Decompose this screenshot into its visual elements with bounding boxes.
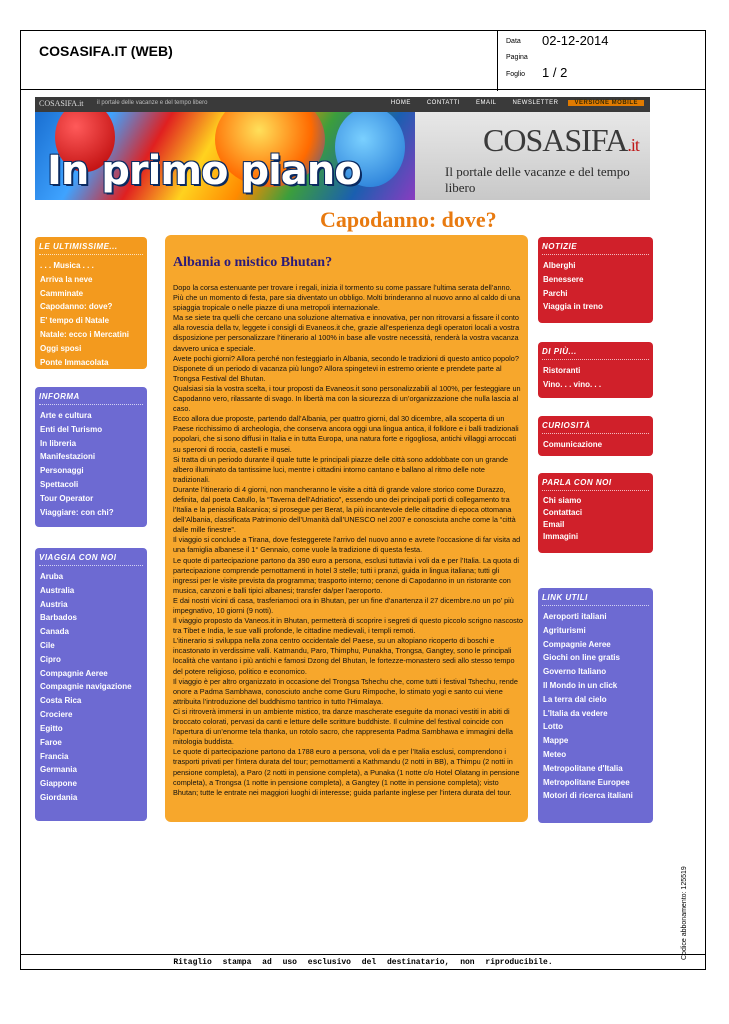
nav-email[interactable]: EMAIL (475, 100, 497, 106)
list-item[interactable]: Giordania (40, 792, 78, 802)
logo-suffix: .it (627, 135, 639, 155)
ultimissime-list (35, 255, 147, 373)
list-item[interactable]: Mappe (543, 736, 569, 746)
box-title: INFORMA (39, 387, 143, 405)
box-informa (35, 387, 147, 527)
list-item[interactable]: Germania (40, 765, 77, 775)
logo-tagline: Il portale delle vacanze e del tempo libero (445, 164, 630, 195)
list-item[interactable]: Compagnie navigazione (40, 682, 132, 692)
list-item[interactable]: Chi siamo (543, 496, 582, 505)
list-item[interactable]: Contattaci (543, 508, 583, 517)
site-banner (35, 112, 650, 200)
box-parla-con-noi (538, 473, 653, 553)
list-item[interactable]: Aeroporti italiani (543, 612, 607, 621)
list-item[interactable]: Viaggia in treno (543, 302, 603, 312)
data-value: 02-12-2014 (542, 33, 609, 48)
article-box (165, 235, 528, 822)
nav-contatti[interactable]: CONTATTI (426, 100, 460, 106)
list-item[interactable]: Alberghi (543, 261, 576, 270)
list-item[interactable]: Australia (40, 585, 75, 595)
list-item[interactable]: Canada (40, 627, 69, 637)
list-item[interactable]: Cile (40, 640, 55, 650)
nav-versione-mobile[interactable]: VERSIONE MOBILE (568, 100, 644, 106)
list-item[interactable]: Metropolitane Europee (543, 777, 630, 787)
box-di-piu (538, 342, 653, 398)
foglio-label: Foglio (506, 71, 526, 78)
list-item[interactable]: Arte e cultura (40, 411, 92, 420)
link-list (538, 606, 653, 805)
list-item[interactable]: Giochi on line gratis (543, 653, 620, 663)
site-tagline: il portale delle vacanze e del tempo libero (97, 100, 208, 106)
list-item[interactable]: . . . Musica . . . (40, 261, 94, 270)
parla-list (538, 491, 653, 547)
list-item[interactable]: Egitto (40, 723, 63, 733)
list-item[interactable]: Arriva la neve (40, 274, 93, 284)
list-item[interactable]: L'Italia da vedere (543, 708, 608, 718)
list-item[interactable]: Giappone (40, 779, 77, 789)
list-item[interactable]: Compagnie Aeree (543, 639, 611, 649)
box-notizie (538, 237, 653, 323)
list-item[interactable]: Capodanno: dove? (40, 302, 113, 312)
box-title: LINK UTILI (542, 588, 649, 606)
list-item[interactable]: Comunicazione (543, 440, 603, 449)
list-item[interactable]: Lotto (543, 722, 563, 732)
list-item[interactable]: Immagini (543, 532, 579, 541)
page-title: Capodanno: dove? (320, 207, 497, 232)
box-title: NOTIZIE (542, 237, 649, 255)
list-item[interactable]: Compagnie Aeree (40, 668, 108, 678)
box-link-utili (538, 588, 653, 823)
list-item[interactable]: Cipro (40, 654, 61, 664)
list-item[interactable]: Email (543, 520, 565, 529)
list-item[interactable]: Tour Operator (40, 493, 94, 503)
clipping-header (20, 30, 706, 90)
list-item[interactable]: Vino. . . vino. . . (543, 379, 602, 389)
site-logo[interactable] (483, 122, 639, 159)
foglio-value: 1 / 2 (542, 65, 568, 80)
article-body: Dopo la corsa estenuante per trovare i regali, inizia il tormento su come passare l’ultima serata dell’anno. Più che un momento di festa, pare sia diventato un obbligo. Molti brinderanno al nuovo anno al caldo di una spiaggia tropicale o nelle piazze di una metropoli internazionale. Ma se siete tra quelli che cercano una soluzione alternativa e innovativa, per non ritrovarsi a fissare il conto alla rovescia della tv, leggete i consigli di Evaneos.it che, grazie all’esperienza degli operatori locali a vostra disposizione per personalizzare l’itinerario al 100% in base alle vostre necessità, renderà la vostra vacanza davvero unica e speciale. Avete pochi giorni? Allora perché non festeggiarlo in Albania, secondo le tradizioni di questo antico popolo? Disponete di un periodo di vacanza più lungo? Allora spingetevi in estremo oriente e prendete parte al Trongsa Festival del Bhutan. Qualsiasi sia la vostra scelta, i tour proposti da Evaneos.it sono personalizzabili al 100%, per festeggiare un Capodanno vero, rilassante di svago. In libertà ma con la sicurezza di un’organizzazione che nulla lascia al caso. Ecco allora due proposte, partendo dall’Albania, per quattro giorni, dal 30 dicembre, alla scoperta di un Paese ricchissimo di archeologia, che conserva ancora oggi una lingua antica, il folklore e i balli tradizionali popolari, che si sono diffusi in Italia e in tutta Europa, una natura forte e rigogliosa, antichi villaggi arroccati su speroni di roccia, castelli e musei. Si tratta di un periodo durante il quale tutte le principali piazze delle città sono addobbate con un grande albero illuminato da tantissime luci, mentre i cittadini intorno cantano e ballano al ritmo delle note tradizionali. Durante l’itinerario di 4 giorni, non mancheranno le visite a città di grande valore storico come Durazzo, definita, dal poeta Catullo, la “Taverna dell’Adriatico”, essendo uno dei principali porti di collegamento tra l’Italia e la penisola Balcanica; si prosegue per Berat, la più incantevole delle cittadine di epoca ottomana dell’Albania, classificata Patrimonio dell’Umanità dall’UNESCO nel 2007 e conosciuta anche come la “città dalle mille finestre”. Il viaggio si conclude a Tirana, dove festeggerete l’arrivo del nuovo anno e avrete l’occasione di far visita ad una famiglia albanese il 1° Gennaio, come vuole la tradizione di questa festa. Le quote di partecipazione partono da 390 euro a persona, esclusi tuttavia i voli da e per l’Italia. La quota di partecipazione comprende pernottamenti in hotel 3 stelle; tutti i pranzi, guida in lingua italiana; tutti gli ingressi per le visite prevista da programma; trasporto interno; cenone di Capodanno in un ristorante con musica, canzoni e balli tipici albanesi; transfer da/per l’aeroporto. E dai nostri vicini di casa, trasferiamoci ora in Bhutan, per un fine d’anartenza il 27 dicembre.no un po’ più impegnativo, 10 giorni (9 notti). Il viaggio proposto da Vaneos.it in Bhutan, permetterà di scoprire i segreti di questo piccolo scrigno nascosto tra Tibet e India, le sue valli profonde, le cittadine medievali, i templi remoti. L’itinerario si sviluppa nella zona centro occidentale del Paese, su un altopiano ricoperto di boschi e incastonato in verdissime valli. Katmandu, Paro, Thimphu, Punakha, Trongsa, Gangtey, sono le principali località che vantano i più antichi e famosi Dzong del Bhutan, le fortezze-monastero sedi allo stesso tempo del potere religioso, politico e economico. Il viaggio è per altro organizzato in occasione del Trongsa Tshechu che, come tutti i festival Tshechu, rende onore a Padma Sambhawa, conosciuto anche come Guru Rimpoche, lo stimato yogi e santo cui viene attribuita l’introduzione del buddhismo tantrico in tutto l’Himalaya. Ci si ritroverà immersi in un ambiente mistico, tra danze mascherate eseguite da monaci vestiti in abiti di broccato colorati, pervasi da canti e letture delle scritture buddhiste. Il culmine del festival coincide con l’apertura di un’enorme tela thanka, un rotolo sacro, che rappresenta Padma Sambhawa e immagini della mitologia buddista. Le quote di partecipazione partono da 1788 euro a persona, voli da e per l’Italia esclusi, comprendono i trasporti privati per l’intera durata del tour; pernottamenti a Kathmandu (2 notti in BB), a Thimpu (2 notti in pensione completa), a Paro (2 notti in pensione completa), a Punaka (1 notte c/o Hotel Olatang in pensione completa), a Trongsa (1 notte in pensione completa), a Gangtey (1 notte in pensione completa); visto Bhutan; tutte le entrate nei maggiori luoghi di interesse; guida parlante inglese per l’intera durata del tour. (173, 283, 523, 797)
box-curiosita (538, 416, 653, 456)
list-item[interactable]: Francia (40, 751, 69, 761)
list-item[interactable]: Motori di ricerca italiani (543, 791, 633, 801)
list-item[interactable]: La terra dal cielo (543, 694, 607, 704)
viaggia-list (35, 566, 147, 809)
list-item[interactable]: In libreria (40, 438, 77, 448)
list-item[interactable]: Camminate (40, 288, 84, 298)
list-item[interactable]: Crociere (40, 710, 73, 720)
list-item[interactable]: Agriturismi (543, 625, 586, 635)
curiosita-list (538, 434, 653, 456)
list-item[interactable]: Faroe (40, 737, 62, 747)
nav-menu (385, 100, 644, 106)
list-item[interactable]: Ristoranti (543, 366, 581, 375)
box-title: LE ULTIMISSIME... (39, 237, 143, 255)
list-item[interactable]: Parchi (543, 288, 568, 298)
codice-abbonamento: Codice abbonamento: 125519 (681, 866, 688, 960)
list-item[interactable]: E' tempo di Natale (40, 316, 110, 326)
data-label: Data (506, 38, 521, 45)
nav-newsletter[interactable]: NEWSLETTER (512, 100, 559, 106)
box-title: CURIOSITÀ (542, 416, 649, 434)
list-item[interactable]: Metropolitane d'Italia (543, 763, 623, 773)
list-item[interactable]: Manifestazioni (40, 452, 96, 462)
list-item[interactable]: Governo Italiano (543, 667, 607, 677)
list-item[interactable]: Viaggiare: con chi? (40, 507, 114, 517)
clipping-footer: Ritaglio stampa ad uso esclusivo del destinatario, non riproducibile. (20, 954, 706, 970)
list-item[interactable]: Enti del Turismo (40, 424, 103, 434)
box-title: VIAGGIA CON NOI (39, 548, 143, 566)
site-top-nav (35, 97, 650, 112)
informa-list (35, 405, 147, 523)
list-item[interactable]: Costa Rica (40, 696, 82, 706)
list-item[interactable]: Personaggi (40, 466, 84, 476)
article-title: Albania o mistico Bhutan? (173, 255, 333, 270)
logo-text: COSASIFA (483, 122, 628, 158)
list-item[interactable]: Oggi sposi (40, 343, 82, 353)
list-item[interactable]: Meteo (543, 749, 567, 759)
list-item[interactable]: Benessere (543, 274, 584, 284)
source-title: COSASIFA.IT (WEB) (39, 43, 173, 59)
list-item[interactable]: Austria (40, 599, 68, 609)
box-ultimissime (35, 237, 147, 369)
site-brand[interactable]: COSASIFA.it (39, 99, 84, 108)
box-title: DI PIÙ... (542, 342, 649, 360)
nav-home[interactable]: HOME (390, 100, 411, 106)
box-viaggia (35, 548, 147, 821)
list-item[interactable]: Aruba (40, 572, 64, 581)
list-item[interactable]: Natale: ecco i Mercatini (40, 329, 129, 339)
list-item[interactable]: Ponte Immacolata (40, 357, 109, 367)
list-item[interactable]: Il Mondo in un click (543, 680, 618, 690)
clipping-meta (497, 31, 707, 91)
banner-title: In primo piano (47, 148, 361, 194)
list-item[interactable]: Barbados (40, 613, 77, 623)
list-item[interactable]: Spettacoli (40, 479, 79, 489)
box-title: PARLA CON NOI (542, 473, 649, 491)
dipiu-list (538, 360, 653, 396)
notizie-list (538, 255, 653, 318)
pagina-label: Pagina (506, 54, 528, 61)
